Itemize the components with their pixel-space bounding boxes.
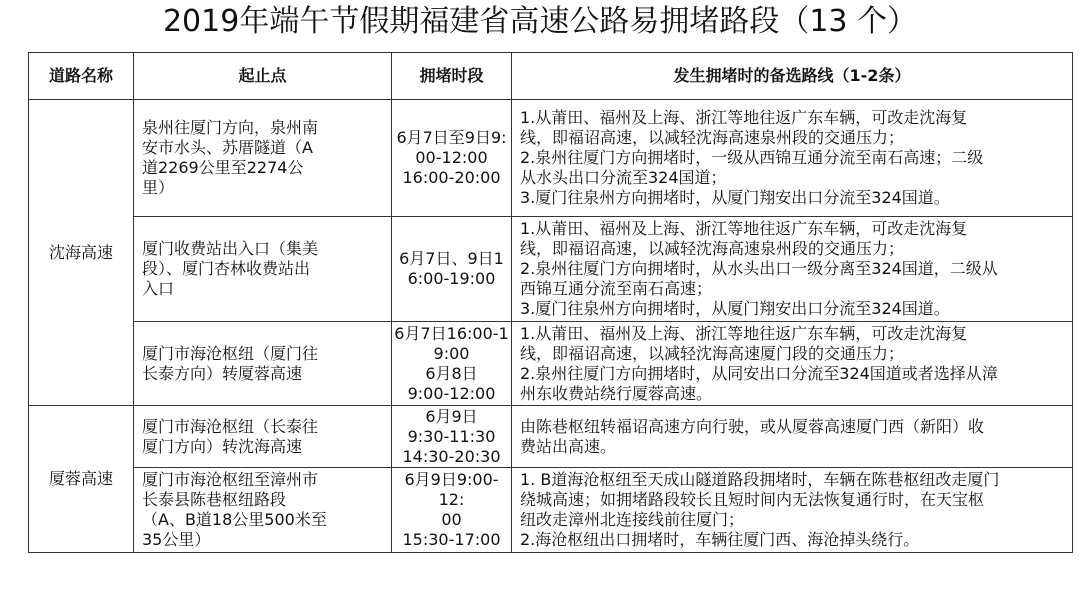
cell-line: 00-12:00 [415,148,488,167]
cell-line: 1.从莆田、福州及上海、浙江等地往返广东车辆，可改走沈海复 [520,219,968,238]
time-cell [392,217,512,322]
cell-line: 厦门市海沧枢纽（长泰往 [142,416,319,436]
cell-line: 6月7日、9日1 [399,249,504,268]
time-cell [392,322,512,406]
table-header-row [29,53,1073,100]
cell-line: 3.厦门往泉州方向拥堵时，从厦门翔安出口分流至324国道。 [520,188,950,207]
route-cell [512,100,1073,217]
congestion-table [28,52,1073,553]
cell-line: 线，即福诏高速，以减轻沈海高速泉州段的交通压力； [520,128,905,147]
cell-line: 绕城高速；如拥堵路段较长且短时间内无法恢复通行时，在天宝枢 [520,490,985,509]
cell-line: 安市水头、苏厝隧道（A [142,138,313,157]
cell-line: 长泰方向）转厦蓉高速 [142,363,303,383]
route-cell [512,322,1073,406]
cell-line: 厦门市海沧枢纽至漳州市 [142,470,319,489]
table-row [29,406,1073,468]
cell-line: 段）、厦门杏林收费站出 [142,259,311,278]
cell-line: 14:30-20:30 [402,446,501,466]
cell-line: 1. B道海沧枢纽至天成山隧道路段拥堵时，车辆在陈巷枢纽改走厦门 [520,470,1000,489]
cell-line: 1.从莆田、福州及上海、浙江等地往返广东车辆，可改走沈海复 [520,323,968,343]
header-road: 道路名称 [29,53,134,100]
section-cell [134,406,392,468]
cell-line: 6月7日16:00-1 [394,323,509,343]
cell-line: 3.厦门往泉州方向拥堵时，从厦门翔安出口分流至324国道。 [520,299,950,318]
page-title: 2019年端午节假期福建省高速公路易拥堵路段（13 个） [162,4,918,39]
table-row [29,322,1073,406]
cell-line: 入口 [142,279,175,298]
cell-line: 由陈巷枢纽转福诏高速方向行驶，或从厦蓉高速厦门西（新阳）收 [520,416,985,436]
cell-line: 16:00-20:00 [402,168,501,187]
cell-line: 00 [441,510,462,529]
section-cell [134,468,392,553]
section-cell [134,217,392,322]
cell-line: 泉州往厦门方向，泉州南 [142,118,319,137]
cell-line: （A、B道18公里500米至 [142,510,327,529]
cell-line: 1.从莆田、福州及上海、浙江等地往返广东车辆，可改走沈海复 [520,108,968,127]
cell-line: 厦门方向）转沈海高速 [142,436,303,456]
table-row [29,217,1073,322]
header-section: 起止点 [134,53,392,100]
cell-line: 9:00-12:00 [407,383,496,403]
cell-line: 纽改走漳州北连接线前往厦门； [520,510,745,529]
table-row [29,100,1073,217]
cell-line: 6月9日 [425,406,478,426]
cell-line: 2.泉州往厦门方向拥堵时，从水头出口一级分离至324国道，二级从 [520,259,998,278]
header-route: 发生拥堵时的备选路线（1-2条） [512,53,1073,100]
cell-line: 6月8日 [425,363,478,383]
cell-line: 2.泉州往厦门方向拥堵时，从同安出口分流至324国道或者选择从漳 [520,363,998,383]
cell-line: 里） [142,178,175,197]
cell-line: 线，即福诏高速，以减轻沈海高速厦门段的交通压力； [520,343,905,363]
time-cell [392,468,512,553]
road-name-shenhai: 沈海高速 [29,100,134,406]
cell-line: 线，即福诏高速，以减轻沈海高速泉州段的交通压力； [520,239,905,258]
cell-line: 道2269公里至2274公 [142,158,304,177]
cell-line: 长泰县陈巷枢纽路段 [142,490,287,509]
road-name-xiarong: 厦蓉高速 [29,406,134,553]
cell-line: 6月9日9:00-12: [404,470,499,509]
cell-line: 费站出高速。 [520,436,617,456]
cell-line: 6月7日至9日9: [396,128,507,147]
header-time: 拥堵时段 [392,53,512,100]
time-cell [392,406,512,468]
route-cell [512,406,1073,468]
cell-line: 9:30-11:30 [407,426,496,446]
cell-line: 35公里） [142,530,211,549]
cell-line: 西锦互通分流至南石高速； [520,279,713,298]
cell-line: 2.海沧枢纽出口拥堵时，车辆往厦门西、海沧掉头绕行。 [520,530,920,549]
table-row [29,468,1073,553]
cell-line: 2.泉州往厦门方向拥堵时，一级从西锦互通分流至南石高速；二级 [520,148,984,167]
cell-line: 9:00 [433,343,470,363]
cell-line: 州东收费站绕行厦蓉高速。 [520,383,713,403]
section-cell [134,100,392,217]
time-cell [392,100,512,217]
cell-line: 6:00-19:00 [407,269,496,288]
section-cell [134,322,392,406]
cell-line: 15:30-17:00 [402,530,501,549]
cell-line: 厦门收费站出入口（集美 [142,239,319,258]
route-cell [512,468,1073,553]
cell-line: 从水头出口分流至324国道； [520,168,727,187]
cell-line: 厦门市海沧枢纽（厦门往 [142,343,319,363]
route-cell [512,217,1073,322]
